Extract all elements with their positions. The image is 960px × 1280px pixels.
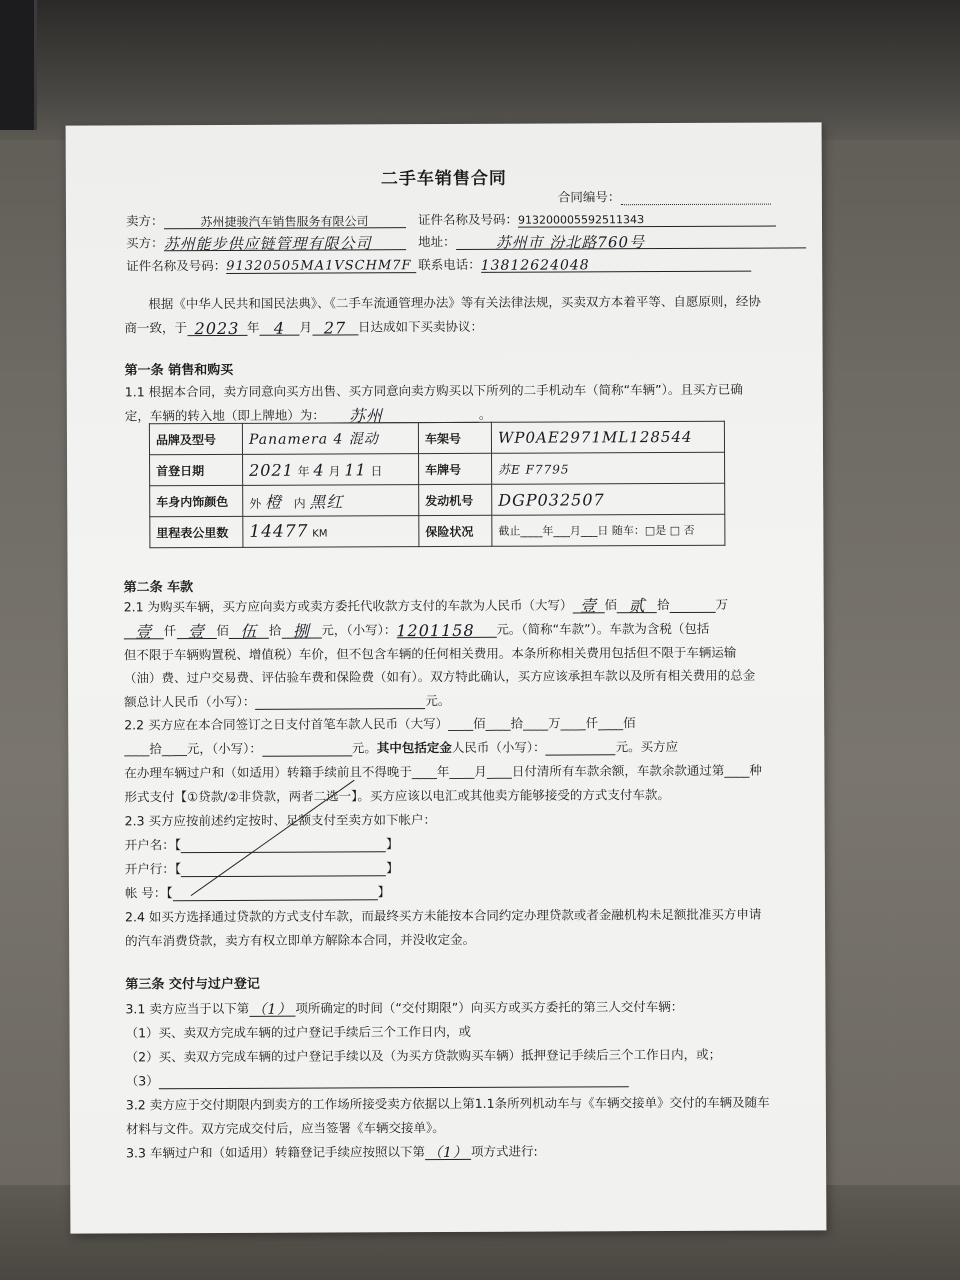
brand-value: Panamera 4 混动 [242, 423, 418, 455]
article-2-1-line-1: 2.1 为购买车辆，买方应向卖方或卖方委托代收款方支付的车款为人民币（大写） 壹 佰 贰 拾 万 [123, 596, 729, 616]
intro-line-1: 根据《中华人民共和国民法典》、《二手车流通管理办法》等有关法律法规，买卖双方本着平等、自愿原则，经协 [148, 293, 761, 312]
intro-line-2: 商一致，于 2023 年 4 月 27 日达成如下买卖协议： [124, 318, 484, 339]
buyer-id-value: 91320505MA1VSCHM7F [226, 258, 416, 274]
account-bank: 开户行：【 】 [124, 860, 399, 877]
buyer-address: 地址： 苏州市 汾北路760号 [418, 232, 806, 250]
article-1-heading: 第一条 销售和购买 [124, 362, 234, 379]
first-reg-value: 2021 年 4 月 11 日 [243, 454, 419, 486]
desk-background-top [0, 0, 960, 140]
insurance-value: 截止____年___月___日 随车：□是 □ 否 [492, 514, 725, 546]
article-2-2-line-2: ____拾____元，（小写）： 元。其中包括定金人民币（小写）： 元。买方应 [124, 738, 679, 757]
article-3-1-line-1: 3.1 卖方应当于以下第 （1） 项所确定的时间（“交付期限”）向买方或买方委托的第三人交付车辆： [125, 998, 684, 1018]
article-2-4-line-2: 的汽车消费贷款，卖方有权立即单方解除本合同，并没收定金。 [125, 931, 476, 949]
plate-value: 苏E F7795 [492, 452, 725, 484]
seller-line: 卖方： 苏州捷骏汽车销售服务有限公司 [126, 212, 406, 229]
buyer-name: 苏州能步供应链管理有限公司 [164, 235, 406, 251]
article-1-1-line-2: 定，车辆的转入地（即上牌地）为： 苏州 。 [124, 406, 492, 426]
article-2-heading: 第二条 车款 [123, 580, 194, 596]
buyer-address-value: 苏州市 汾北路760号 [456, 233, 806, 250]
article-3-heading: 第三条 交付与过户登记 [125, 976, 260, 993]
article-2-1-line-2: 壹 仟 壹 佰 伍 拾 捌 元，（小写）：1201158 元。（简称“车款”）。车款为含税（包括 [124, 621, 710, 640]
vin-value: WP0AE2971ML128544 [491, 421, 724, 453]
color-value: 外 橙 内 黑红 [243, 485, 419, 517]
article-2-1-line-4: （油）费、过户交易费、评估验车费和保险费（如有）。双方特此确认，买方应该承担车款以及所有相关费用的总金 [123, 667, 756, 686]
article-3-2-line-1: 3.2 卖方应于交付期限内到卖方的工作场所接受卖方依据以上第1.1条所列机动车与《车辆交接单》交付的车辆及随车 [125, 1094, 770, 1113]
article-3-1-option-2: （2）买、卖双方完成车辆的过户登记手续以及（为买方贷款购买车辆）抵押登记手续后三个工作日内，或； [125, 1046, 722, 1065]
account-name: 开户名：【 】 [124, 836, 399, 853]
article-2-1-line-5: 额总计人民币（小写）： 元。 [124, 692, 451, 710]
table-row: 品牌及型号 Panamera 4 混动 车架号 WP0AE2971ML128544 [149, 421, 724, 455]
transfer-place: 苏州 [325, 408, 479, 424]
article-2-3: 2.3 买方应按前述约定按时、足额支付至卖方如下帐户： [124, 812, 437, 829]
article-2-2-line-3: 在办理车辆过户和（如适用）转籍手续前且不得晚于____年____月____日付清所有车款余额，车款余款通过第____种 [124, 762, 762, 781]
buyer-phone-value: 13812624048 [481, 257, 751, 273]
table-row: 首登日期 2021 年 4 月 11 日 车牌号 苏E F7795 [150, 452, 725, 486]
laptop-edge [0, 0, 37, 130]
article-2-1-line-3: 但不限于车辆购置税、增值税）车价，但不包含车辆的任何相关费用。本条所称相关费用包括但不限于车辆运输 [123, 644, 737, 663]
buyer-line: 买方：苏州能步供应链管理有限公司 [126, 234, 406, 251]
table-row: 里程表公里数 14477 KM 保险状况 截止____年___月___日 随车：□是 □ 否 [150, 514, 725, 548]
vehicle-info-table [149, 421, 726, 549]
seller-id-value: 91320000559251134З [518, 212, 776, 228]
contract-paper [66, 122, 827, 1233]
article-3-1-option-1: （1）买、卖双方完成车辆的过户登记手续后三个工作日内，或 [125, 1023, 472, 1041]
account-number: 帐 号：【 】 [124, 884, 391, 901]
article-2-2-line-1: 2.2 买方应在本合同签订之日支付首笔车款人民币（大写）____佰____拾____万____仟____佰 [124, 715, 636, 733]
article-1-1-line-1: 1.1 根据本合同，卖方同意向买方出售、买方同意向卖方购买以下所列的二手机动车（简称“车辆”）。且买方已确 [124, 381, 743, 400]
buyer-phone: 联系电话：13812624048 [418, 256, 751, 273]
contract-title: 二手车销售合同 [380, 168, 507, 190]
article-2-2-line-4: 形式支付【①贷款/②非贷款，两者二选一】。买方应该以电汇或其他卖方能够接受的方式支付车款。 [124, 787, 670, 805]
mileage-value: 14477 KM [243, 516, 419, 548]
article-3-3: 3.3 车辆过户和（如适用）转籍登记手续应按照以下第 （1） 项方式进行: [126, 1143, 538, 1162]
article-3-1-option-3: （3） [126, 1071, 629, 1089]
engine-value: DGP032507 [492, 483, 725, 515]
buyer-id: 证件名称及号码：91320505MA1VSCHM7F [126, 257, 416, 274]
seller-name: 苏州捷骏汽车销售服务有限公司 [163, 213, 405, 229]
seller-id: 证件名称及号码：91320000559251134З [418, 211, 776, 229]
table-row: 车身内饰颜色 外 橙 内 黑红 发动机号 DGP032507 [150, 483, 725, 517]
article-3-2-line-2: 材料与文件。双方完成交付后，应当签署《车辆交接单》。 [125, 1120, 445, 1137]
article-2-4-line-1: 2.4 如买方选择通过贷款的方式支付车款，而最终买方未能按本合同约定办理贷款或者金融机构未足额批准买方申请 [125, 906, 762, 925]
price-small: 1201158 [396, 623, 496, 638]
contract-number: 合同编号： [558, 189, 771, 206]
